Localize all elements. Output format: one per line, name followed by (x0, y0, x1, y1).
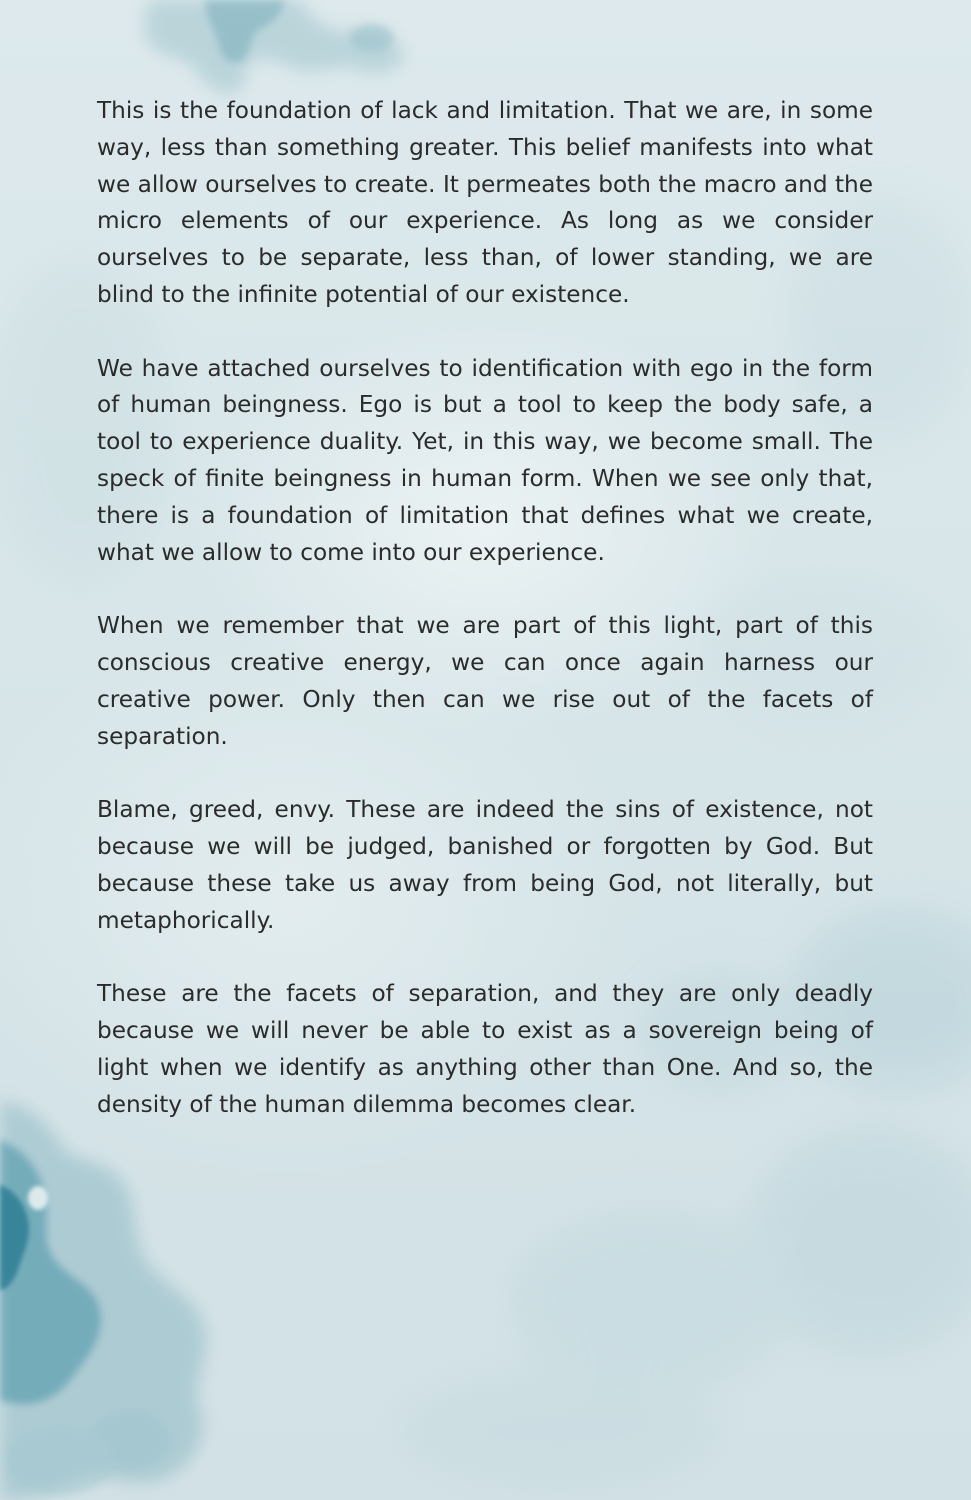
paragraph-3: When we remember that we are part of this light, part of this conscious creative energy, we can once again harness our creative power. Only then can we rise out of the facets of separation. (97, 612, 873, 750)
paragraph-5: These are the facets of separation, and they are only deadly because we will never be able to exist as a sovereign being of light when we identify as anything other than One. And so, the density of the human dilemma becomes clear. (97, 980, 873, 1118)
paragraph-1: This is the foundation of lack and limitation. That we are, in some way, less than something greater. This belief manifests into what we allow ourselves to create. It permeates both the macro and the micro elements of our experience. As long as we consider ourselves to be separate, less than, of lower standing, we are blind to the infinite potential of our existence. (97, 97, 873, 308)
body-text (97, 93, 873, 1160)
paragraph-2: We have attached ourselves to identification with ego in the form of human beingness. Ego is but a tool to keep the body safe, a tool to experience duality. Yet, in this way, we become small. The speck of finite beingness in human form. When we see only that, there is a foundation of limitation that defines what we create, what we allow to come into our experience. (97, 354, 873, 566)
paragraph-4: Blame, greed, envy. These are indeed the sins of existence, not because we will be judged, banished or forgotten by God. But because these take us away from being God, not literally, but metaphorically. (97, 796, 873, 934)
